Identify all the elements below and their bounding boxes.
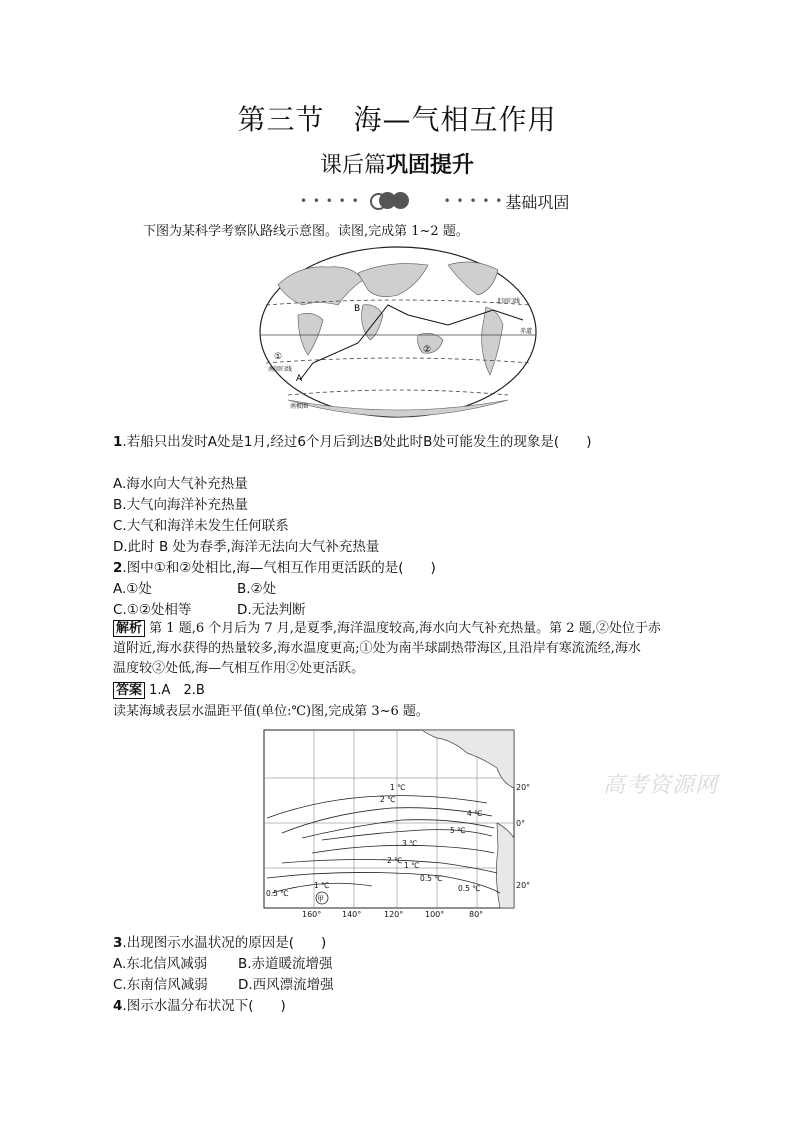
lon-label-80: 80°	[469, 910, 484, 919]
question-4	[113, 994, 286, 1014]
question-3-stem: .出现图示水温状况的原因是( )	[122, 935, 327, 951]
q1-option-d: D.此时 B 处为春季,海洋无法向大气补充热量	[113, 539, 380, 555]
map-label-south-tropic: 南回归线	[268, 366, 293, 373]
lat-label-0: 0°	[516, 819, 526, 828]
question-4-number: 4	[113, 998, 123, 1014]
dots-decoration: • • • • •	[300, 194, 360, 208]
dots-decoration-2: • • • • •	[443, 194, 504, 208]
map-label-a: A	[296, 374, 303, 384]
q2-option-c: C.①②处相等	[113, 602, 192, 618]
contour-label-4: 5 ℃	[450, 826, 466, 835]
contour-label-9: 0.5 ℃	[458, 884, 481, 893]
question-2	[113, 556, 436, 576]
q2-option-a: A.①处	[113, 581, 152, 597]
analysis-label: 解析	[113, 620, 145, 637]
page-subtitle	[0, 148, 794, 179]
question-1	[113, 430, 591, 450]
question-1-stem: .若船只出发时A处是1月,经过6个月后到达B处此时B处可能发生的现象是( )	[122, 434, 592, 450]
contour-label-6: 2 ℃	[387, 856, 403, 865]
question-2-stem: .图中①和②处相比,海—气相互作用更活跃的是( )	[122, 560, 436, 576]
contour-label-5: 3 ℃	[402, 839, 418, 848]
map-label-b: B	[354, 304, 361, 314]
q1-option-a: A.海水向大气补充热量	[113, 476, 248, 492]
lon-label-160: 160°	[302, 910, 322, 919]
watermark: 高考资源网	[603, 773, 719, 798]
answer-text: 1.A 2.B	[149, 683, 205, 698]
subtitle-normal: 课后篇	[319, 153, 386, 178]
subtitle-bold: 巩固提升	[386, 153, 475, 178]
section-banner	[300, 188, 569, 214]
map-label-south-polar: 南极圈	[290, 403, 309, 410]
analysis-line-1: 第 1 题,6 个月后为 7 月,是夏季,海洋温度较高,海水向大气补充热量。第 2 题,②处位于赤	[149, 621, 661, 636]
question-1-number: 1	[113, 434, 123, 450]
analysis-line-2: 道附近,海水获得的热量较多,海水温度更高;①处为南半球副热带海区,且沿岸有寒流流经,海水	[113, 641, 641, 656]
q1-option-b: B.大气向海洋补充热量	[113, 497, 249, 513]
world-map	[258, 245, 538, 420]
section-banner-text: 基础巩固	[505, 192, 570, 212]
sst-anomaly-map	[262, 728, 537, 920]
q2-option-d: D.无法判断	[237, 602, 306, 618]
question-3-number: 3	[113, 935, 123, 951]
map-label-c1: ①	[274, 352, 283, 362]
lat-label-20s: 20°	[516, 881, 531, 890]
question-4-stem: .图示水温分布状况下( )	[122, 998, 286, 1014]
q3-option-d: D.西风漂流增强	[238, 977, 334, 993]
q1-option-c: C.大气和海洋未发生任何联系	[113, 518, 289, 534]
lon-label-100: 100°	[425, 910, 445, 919]
contour-label-11: 1 ℃	[314, 881, 330, 890]
question-2-number: 2	[113, 560, 123, 576]
banner-circles-icon	[368, 191, 412, 211]
contour-label-1: 1 ℃	[390, 783, 406, 792]
q3-option-c: C.东南信风减弱	[113, 977, 208, 993]
map-label-north-tropic: 北回归线	[496, 298, 521, 305]
page-title: 第三节 海—气相互作用	[237, 103, 557, 136]
contour-label-7: 1 ℃	[404, 861, 420, 870]
question-3	[113, 931, 326, 951]
contour-label-3: 4 ℃	[467, 809, 483, 818]
contour-label-2: 2 ℃	[380, 795, 396, 804]
q2-option-b: B.②处	[237, 581, 277, 597]
q3-option-b: B.赤道暖流增强	[238, 956, 333, 972]
intro-text-2: 读某海域表层水温距平值(单位:℃)图,完成第 3~6 题。	[113, 704, 429, 719]
lon-label-120: 120°	[384, 910, 404, 919]
map-label-c2: ②	[423, 345, 432, 355]
q3-option-a: A.东北信风减弱	[113, 956, 208, 972]
answer-block	[113, 681, 205, 701]
intro-text-1: 下图为某科学考察队路线示意图。读图,完成第 1~2 题。	[143, 224, 469, 239]
lat-label-20n: 20°	[516, 783, 531, 792]
analysis-block	[113, 619, 683, 639]
analysis-line-3: 温度较②处低,海—气相互作用②处更活跃。	[113, 661, 365, 676]
answer-label: 答案	[113, 682, 145, 699]
contour-label-8: 0.5 ℃	[420, 874, 443, 883]
map-label-equator: 赤道	[520, 328, 533, 335]
contour-label-10: 0.5 ℃	[266, 889, 289, 898]
lon-label-140: 140°	[342, 910, 362, 919]
point-jia-label: 甲	[317, 895, 324, 903]
